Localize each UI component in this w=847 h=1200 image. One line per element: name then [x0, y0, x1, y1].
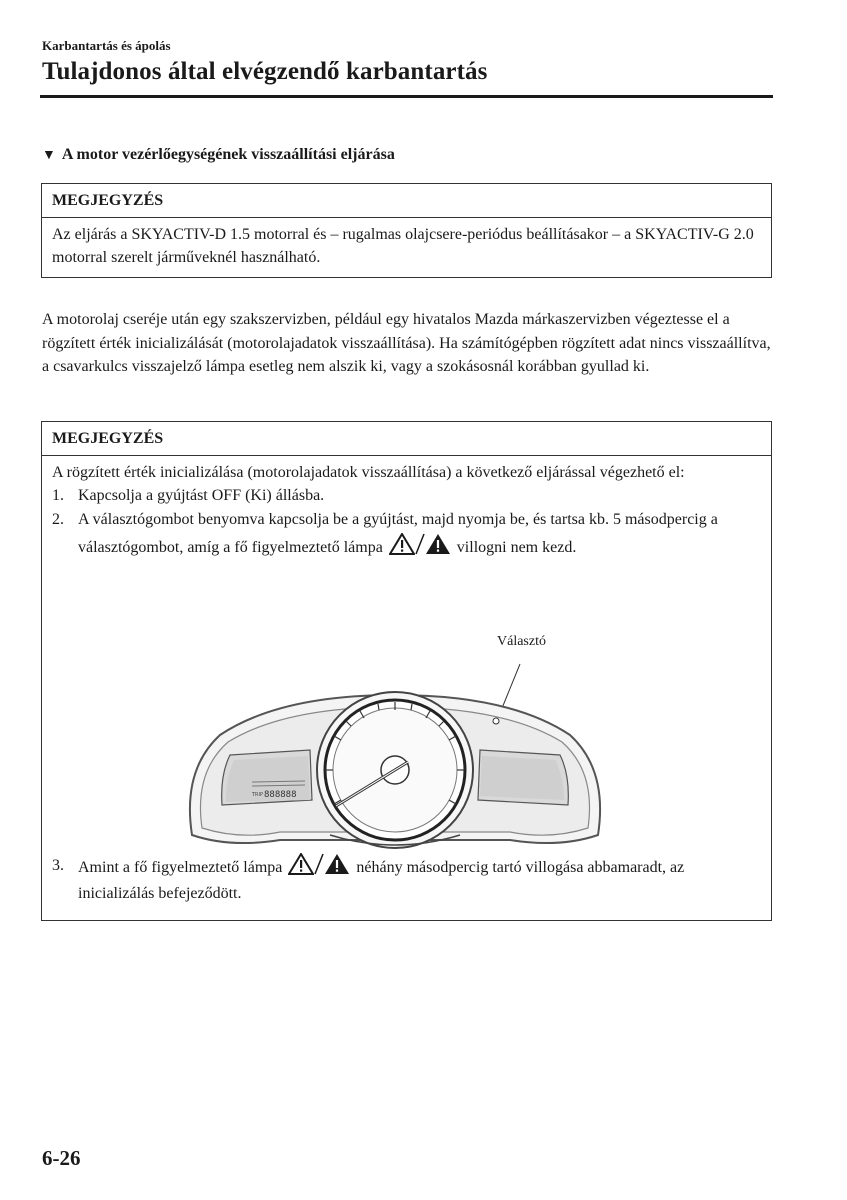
step-number: 3.	[52, 857, 64, 874]
selector-knob	[493, 718, 499, 724]
step-text	[78, 853, 761, 907]
page-number: 6-26	[42, 1146, 81, 1170]
step-text-after: villogni nem kezd.	[456, 539, 577, 556]
warning-triangle-outline-icon	[288, 853, 314, 875]
warning-triangle-filled-icon	[425, 533, 451, 555]
figure-callout-label: Választó	[497, 634, 546, 649]
step-number: 2.	[52, 511, 64, 528]
note-title: MEGJEGYZÉS	[42, 422, 771, 456]
warning-icon-pair	[389, 533, 451, 555]
warning-triangle-filled-icon	[324, 853, 350, 875]
slash-icon	[314, 853, 324, 875]
body-paragraph: A motorolaj cseréje után egy szakszervizben, például egy hivatalos Mazda márkaszervizben végeztesse el a rögzített érték inicializálását (motorolajadatok visszaállítása). Ha számítógépben rögzített adat nincs visszaállítva, a csavarkulcs visszajelző lámpa esetleg nem alszik ki, vagy a szokásosnál korábban gyullad ki.	[42, 311, 771, 375]
step-2	[52, 507, 761, 561]
step-text: Kapcsolja a gyújtást OFF (Ki) állásba.	[78, 487, 325, 504]
header-rule	[40, 95, 773, 98]
slash-icon	[415, 533, 425, 555]
step-1	[52, 484, 761, 507]
step-text-after: néhány másodpercig tartó villogása abbamaradt, az inicializálás befejeződött.	[78, 859, 685, 902]
odometer-readout: 888888	[264, 790, 297, 800]
step-text-before: Amint a fő figyelmeztető lámpa	[78, 859, 283, 876]
note-intro: A rögzített érték inicializálása (motorolajadatok visszaállítása) a következő eljárással végezhető el:	[52, 464, 685, 481]
step-text-before: A választógombot benyomva kapcsolja be a gyújtást, majd nyomja be, és tartsa kb. 5 másodpercig a választógombot, amíg a fő figyelmeztető lámpa	[78, 511, 718, 556]
step-3	[52, 853, 761, 907]
page-title: Tulajdonos által elvégzendő karbantartás	[42, 58, 488, 85]
header-section-label: Karbantartás és ápolás	[42, 38, 171, 53]
warning-icon-pair	[288, 853, 350, 875]
warning-triangle-outline-icon	[389, 533, 415, 555]
triangle-marker-icon: ▼	[42, 148, 56, 163]
section-heading-text: A motor vezérlőegységének visszaállítási eljárása	[61, 146, 395, 163]
note-text: Az eljárás a SKYACTIV-D 1.5 motorral és – rugalmas olajcsere-periódus beállításakor – a SKYACTIV-G 2.0 motorral szerelt járműveknél használható.	[52, 226, 754, 266]
section-heading	[42, 146, 395, 164]
instrument-cluster-illustration	[180, 650, 610, 855]
odometer-prefix: TRIP	[252, 792, 264, 798]
step-text	[78, 507, 761, 561]
note-box-1	[41, 183, 772, 278]
note-title: MEGJEGYZÉS	[42, 184, 771, 218]
step-number: 1.	[52, 487, 64, 504]
